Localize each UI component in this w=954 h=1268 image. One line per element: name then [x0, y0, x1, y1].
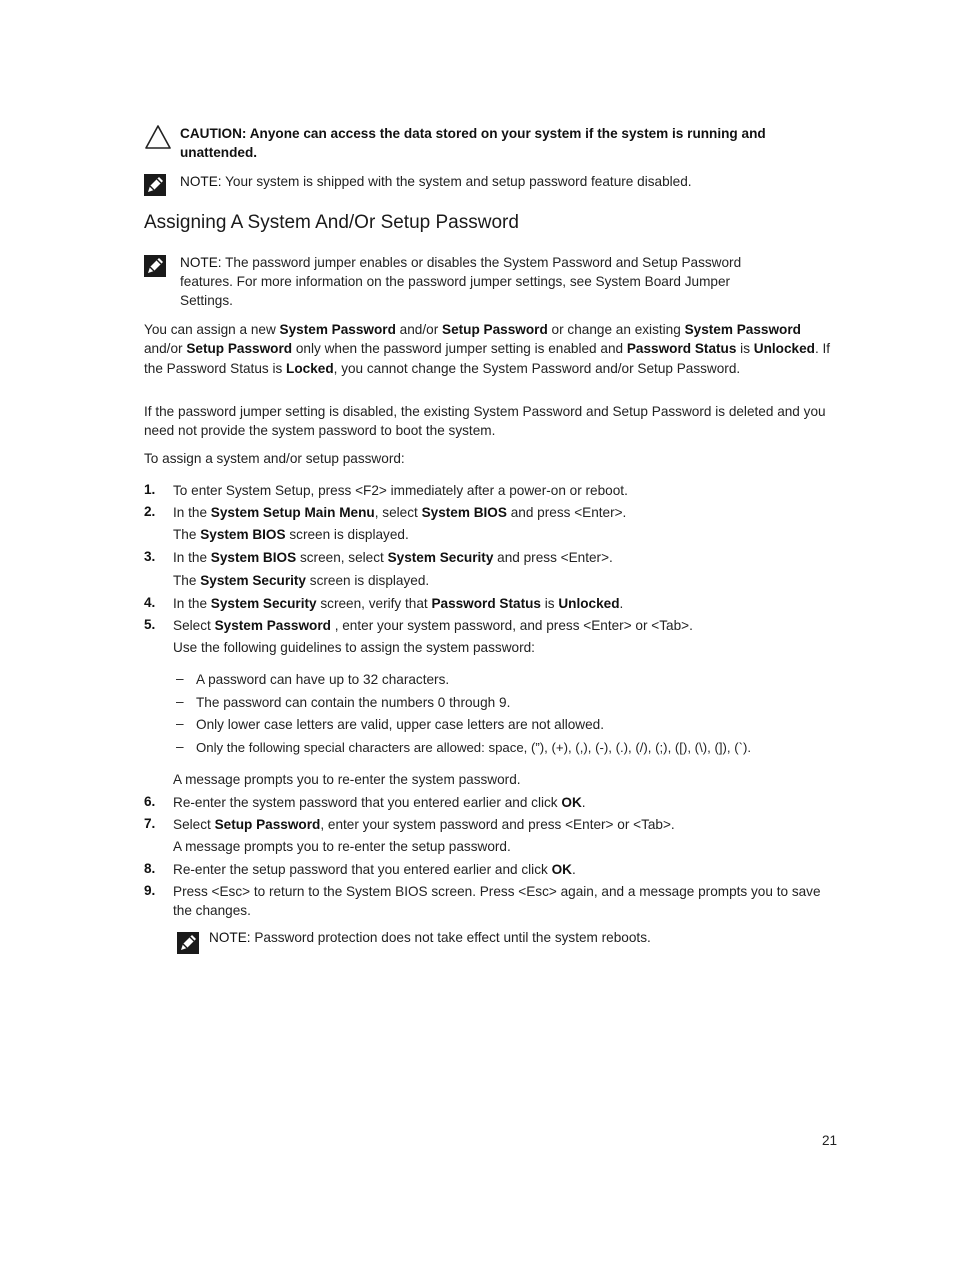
paragraph-assign — [144, 320, 839, 378]
bold-term: System Security — [210, 596, 317, 611]
text-run: and/or — [144, 341, 187, 357]
step-number: 5. — [144, 617, 156, 632]
step-number: 9. — [144, 883, 156, 898]
text-run: The — [173, 527, 201, 542]
guideline-item: Only lower case letters are valid, upper case letters are not allowed. — [196, 717, 605, 732]
step-number: 7. — [144, 816, 156, 831]
note-text: The password jumper enables or disables the System Password and Setup Password features. For more information on the password jumper settings, see System Board Jumper Settings. — [180, 255, 742, 308]
guideline-item: The password can contain the numbers 0 through 9. — [196, 695, 511, 710]
text-run: , you cannot change the System Password and/or Setup Password. — [333, 360, 741, 376]
step-4 — [173, 595, 838, 614]
step-number: 6. — [144, 794, 156, 809]
note-text: Password protection does not take effect until the system reboots. — [250, 930, 651, 945]
step-5-after: A message prompts you to re-enter the system password. — [173, 772, 521, 787]
note-block-reboot — [177, 928, 837, 947]
guideline-dash: – — [176, 739, 184, 754]
step-9 — [173, 883, 838, 920]
note-label: NOTE: — [180, 255, 222, 270]
step-number: 4. — [144, 595, 156, 610]
bold-term: System Password — [214, 618, 331, 633]
text-run: , select — [374, 505, 422, 520]
bold-term: Unlocked — [558, 596, 620, 611]
text-run: and press <Enter>. — [493, 550, 613, 565]
text-run: . — [619, 596, 624, 611]
text-run: is — [736, 341, 754, 357]
step-5-guidelines-intro: Use the following guidelines to assign the system password: — [173, 640, 535, 655]
caution-text: Anyone can access the data stored on your system if the system is running and unattended. — [180, 126, 766, 160]
text-run: only when the password jumper setting is enabled and — [292, 341, 627, 357]
text-run: screen, select — [296, 550, 388, 565]
bold-term: Locked — [286, 360, 334, 376]
bold-term: OK — [561, 795, 582, 810]
step-2 — [173, 504, 838, 523]
step-number: 2. — [144, 504, 156, 519]
bold-term: Setup Password — [214, 817, 321, 832]
text-run: . — [581, 795, 586, 810]
bold-term: System BIOS — [210, 550, 297, 565]
caution-triangle-icon — [144, 124, 172, 150]
text-run: Select — [173, 817, 215, 832]
bold-term: System Security — [387, 550, 494, 565]
paragraph-intro: To assign a system and/or setup password: — [144, 451, 405, 466]
text-run: Re-enter the setup password that you entered earlier and click — [173, 862, 552, 877]
bold-term: Password Status — [431, 596, 541, 611]
step-8 — [173, 861, 838, 880]
guideline-item: A password can have up to 32 characters. — [196, 672, 450, 687]
note-label: NOTE: — [180, 174, 222, 189]
guideline-item: Only the following special characters are allowed: space, (”), (+), (,), (-), (.), (/), (;), ([), (\), (]), (`). — [196, 740, 752, 755]
step-3 — [173, 549, 838, 568]
note-pencil-icon — [144, 255, 166, 277]
text-run: Select — [173, 618, 215, 633]
text-run: . If the Password Status is — [144, 341, 831, 376]
step-7-after: A message prompts you to re-enter the setup password. — [173, 839, 511, 854]
text-run: and/or — [395, 322, 443, 337]
text-run: screen is displayed. — [285, 527, 409, 542]
text-run: screen, verify that — [316, 596, 432, 611]
text-run: is — [540, 596, 559, 611]
page-number: 21 — [822, 1133, 838, 1148]
step-number: 1. — [144, 482, 156, 497]
bold-term: Unlocked — [753, 341, 815, 357]
text-run: or change an existing — [547, 322, 685, 337]
note-block-jumper — [144, 253, 784, 310]
text-run: screen is displayed. — [306, 573, 430, 588]
text-run: Re-enter the system password that you entered earlier and click — [173, 795, 562, 810]
guideline-dash: – — [176, 694, 184, 709]
paragraph-jumper-disabled: If the password jumper setting is disabled, the existing System Password and Setup Password is deleted and you need not provide the system password to boot the system. — [144, 404, 826, 439]
note-pencil-icon — [177, 932, 199, 954]
caution-block — [144, 124, 839, 162]
text-run: In the — [173, 550, 211, 565]
step-number: 3. — [144, 549, 156, 564]
step-6 — [173, 794, 838, 813]
text-run: . — [571, 862, 576, 877]
text-run: Press <Esc> to return to the System BIOS screen. Press <Esc> again, and a message prompts you to save the changes. — [173, 884, 821, 918]
bold-term: System Password — [279, 322, 396, 337]
text-run: , enter your system password, and press <Enter> or <Tab>. — [330, 618, 693, 633]
step-number: 8. — [144, 861, 156, 876]
bold-term: Setup Password — [186, 341, 293, 357]
text-run: The — [173, 573, 201, 588]
caution-label: CAUTION: — [180, 126, 247, 141]
bold-term: System Security — [200, 573, 306, 588]
text-run: To enter System Setup, press <F2> immediately after a power-on or reboot. — [173, 483, 628, 498]
bold-term: System Password — [684, 322, 801, 337]
text-run: and press <Enter>. — [506, 505, 627, 520]
text-run: , enter your system password and press <Enter> or <Tab>. — [320, 817, 675, 832]
note-text: Your system is shipped with the system and setup password feature disabled. — [221, 174, 692, 189]
section-heading: Assigning A System And/Or Setup Password — [144, 212, 519, 233]
step-7 — [173, 816, 838, 835]
bold-term: Password Status — [626, 341, 737, 357]
step-1 — [173, 482, 838, 501]
text-run: In the — [173, 596, 211, 611]
bold-term: OK — [551, 862, 572, 877]
step-3-result — [173, 572, 838, 591]
bold-term: Setup Password — [442, 322, 548, 337]
text-run: You can assign a new — [144, 322, 280, 337]
note-pencil-icon — [144, 174, 166, 196]
bold-term: System BIOS — [421, 505, 507, 520]
text-run: In the — [173, 505, 211, 520]
bold-term: System Setup Main Menu — [210, 505, 375, 520]
guideline-dash: – — [176, 716, 184, 731]
bold-term: System BIOS — [200, 527, 286, 542]
step-5 — [173, 617, 838, 636]
note-block-shipped — [144, 172, 839, 191]
guideline-dash: – — [176, 671, 184, 686]
note-label: NOTE: — [209, 930, 251, 945]
step-2-result — [173, 526, 838, 545]
